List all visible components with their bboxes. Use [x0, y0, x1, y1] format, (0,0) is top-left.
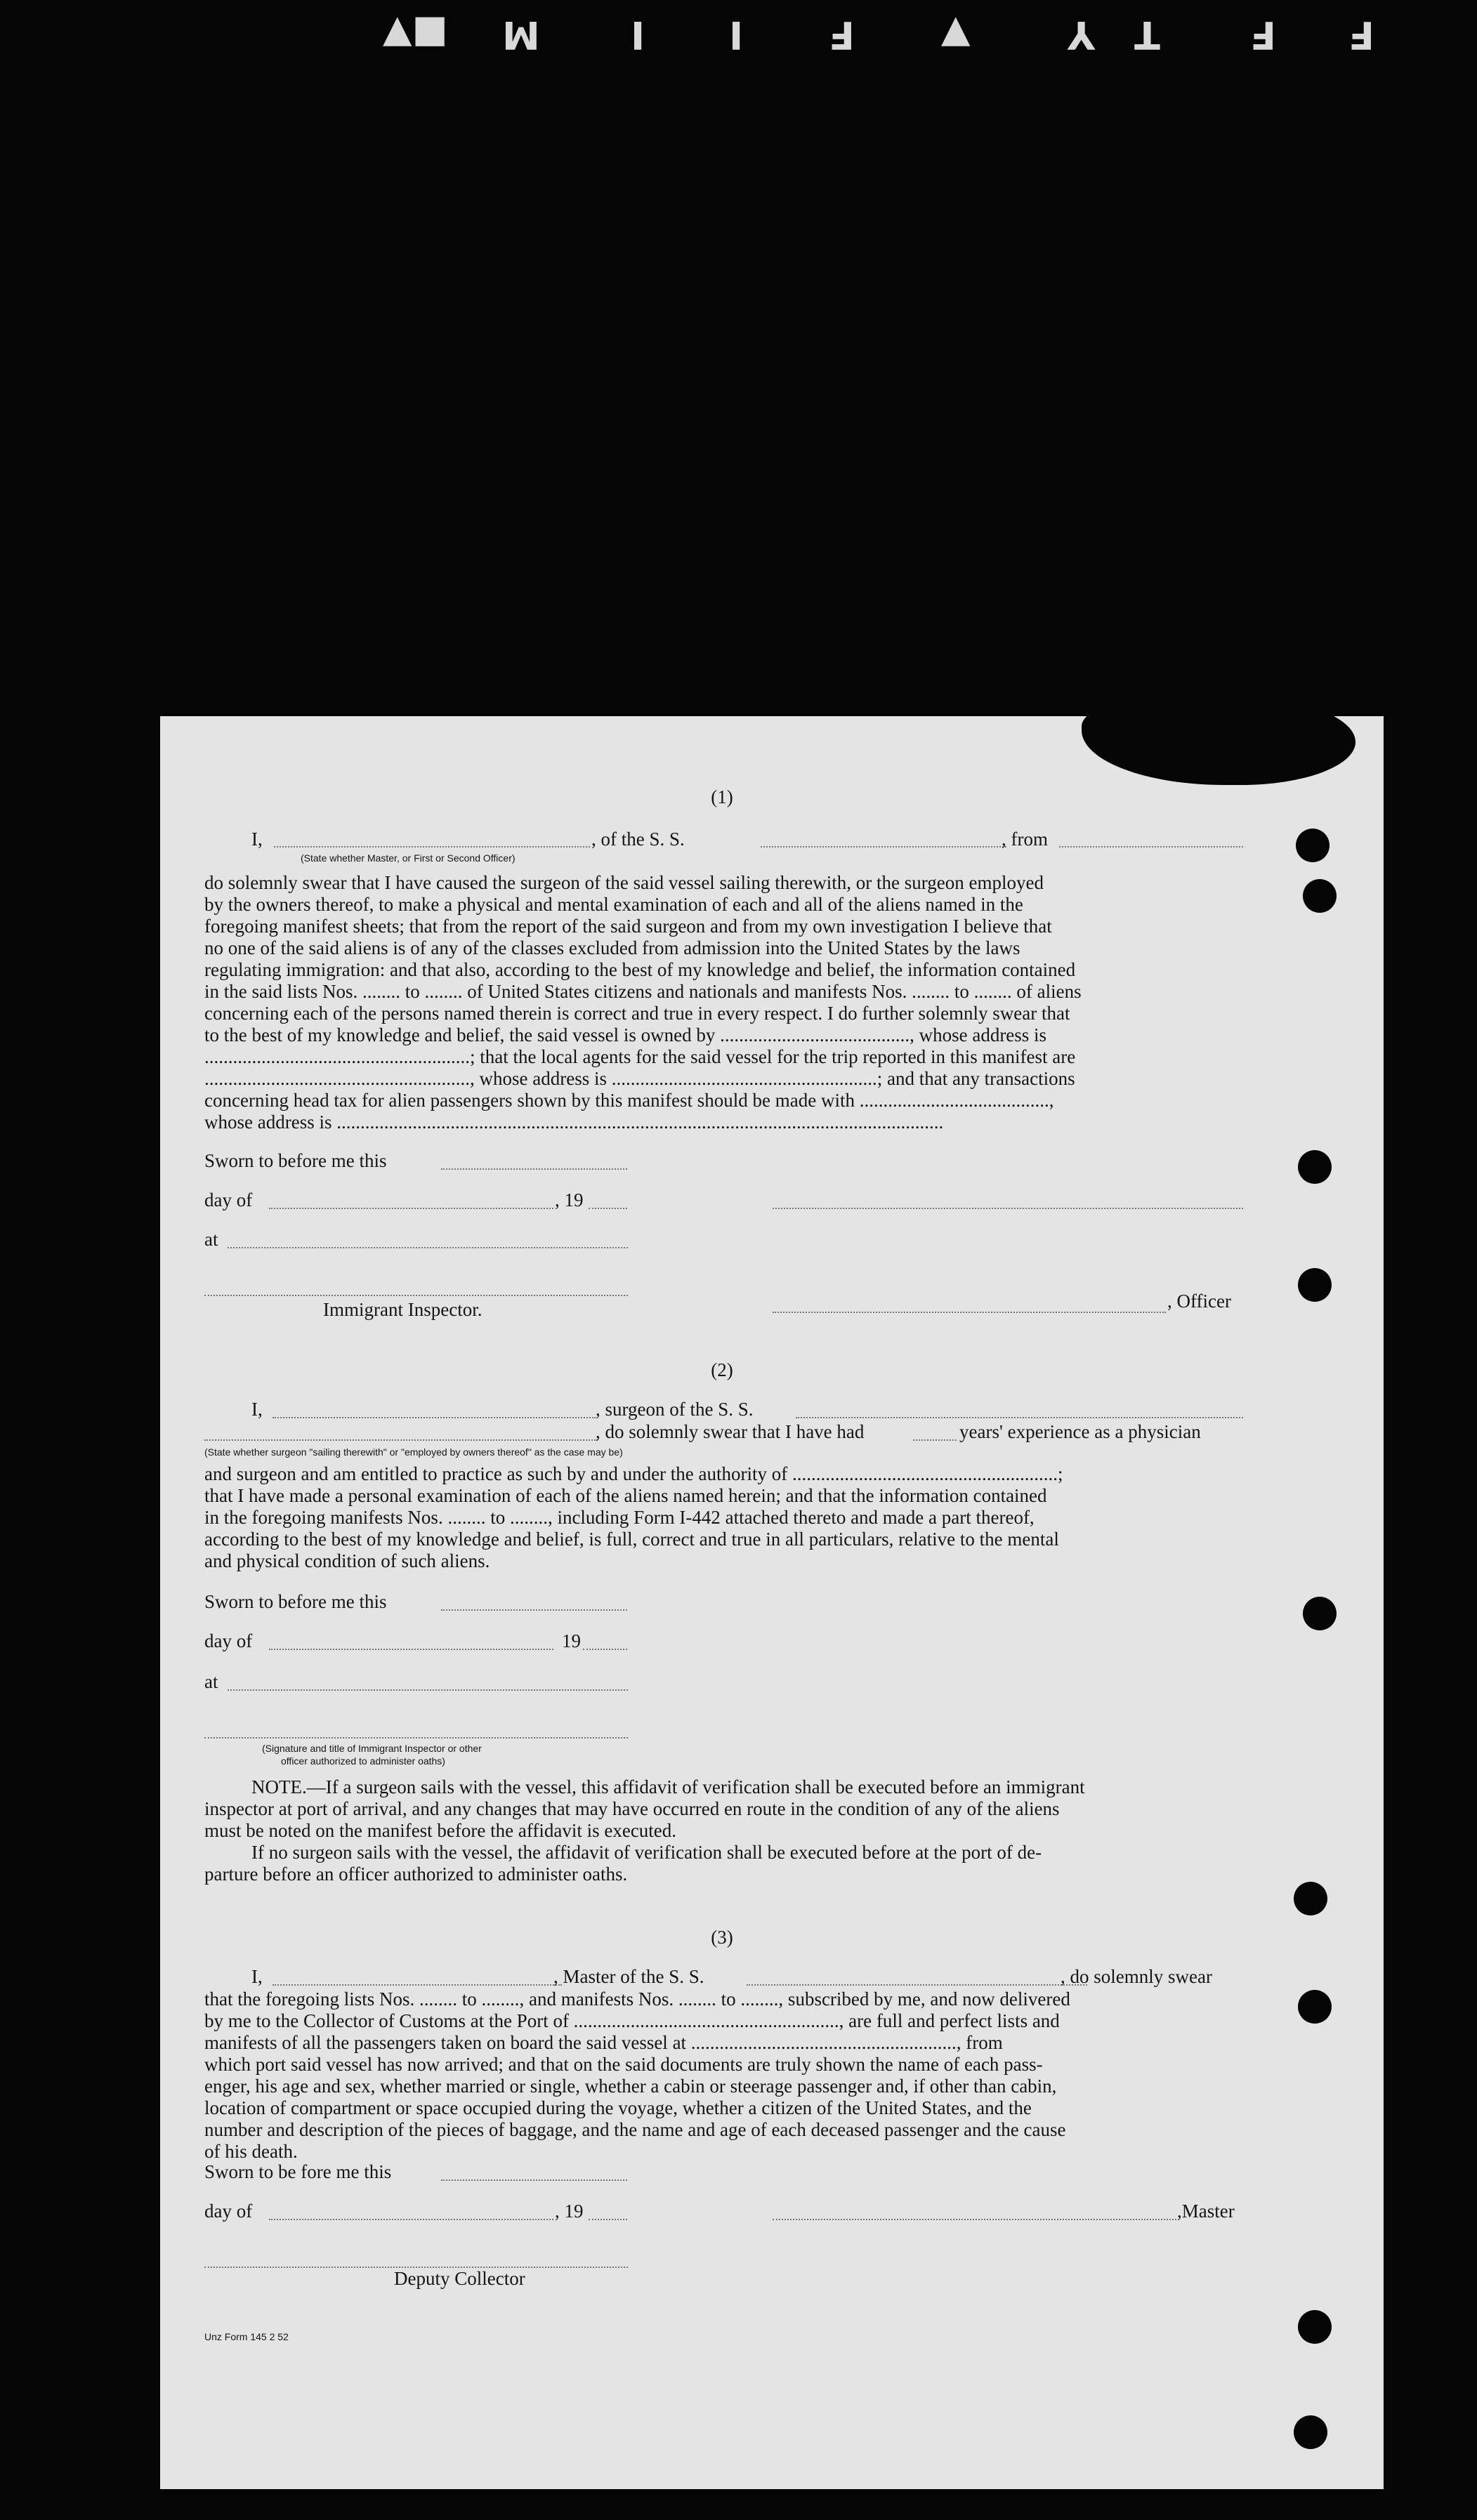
- immigrant-inspector-label: Immigrant Inspector.: [323, 1299, 483, 1320]
- surgeon-name-blank[interactable]: [273, 1417, 596, 1418]
- month-blank[interactable]: [269, 2219, 553, 2220]
- body-line: manifests of all the passengers taken on board the said vessel at ........................................................, from: [204, 2032, 1003, 2053]
- from-port-blank[interactable]: [1059, 846, 1243, 847]
- body-line: whose address is ................................................................................................................................: [204, 1111, 944, 1133]
- officer-note: (State whether Master, or First or Second Officer): [301, 852, 516, 864]
- sworn-label: Sworn to be fore me this: [204, 2161, 392, 2182]
- day-of-label: day of: [204, 2201, 253, 2222]
- body-line: ........................................................, whose address is ........................................................; and that any transactions: [204, 1068, 1075, 1089]
- film-header-strip: [0, 0, 1477, 91]
- note-paragraph: [204, 1776, 1242, 1885]
- surgeon-vessel-blank[interactable]: [796, 1417, 1243, 1418]
- film-glyph: I: [729, 13, 744, 57]
- officer-signature-blank[interactable]: [773, 1208, 1243, 1209]
- solemnly-swear-label: , do solemnly swear: [1061, 1966, 1212, 1987]
- body-line: and physical condition of such aliens.: [204, 1550, 490, 1571]
- year-label: , 19: [555, 1189, 584, 1210]
- officer-name-blank[interactable]: [274, 846, 590, 847]
- body-line: ........................................................; that the local agents for the said vessel for the trip reported in this manifest are: [204, 1046, 1076, 1067]
- body-line: that the foregoing lists Nos. ........ to ........, and manifests Nos. ........ to ........, subscribed by me, and now delivered: [204, 1988, 1070, 2010]
- body-line: of his death.: [204, 2141, 298, 2162]
- punch-hole: [1298, 1268, 1332, 1302]
- punch-hole: [1296, 829, 1330, 862]
- body-line: concerning head tax for alien passengers shown by this manifest should be made with ........................................,: [204, 1090, 1054, 1111]
- year-blank[interactable]: [583, 1649, 627, 1650]
- body-line: by the owners thereof, to make a physical and mental examination of each and all of the aliens named in the: [204, 894, 1023, 915]
- body-line: regulating immigration: and that also, according to the best of my knowledge and belief, the information contained: [204, 959, 1076, 980]
- body-line: enger, his age and sex, whether married or single, whether a cabin or steerage passenger and, if other than cabin,: [204, 2076, 1057, 2097]
- sworn-day-blank[interactable]: [441, 2179, 627, 2181]
- punch-hole: [1298, 2310, 1332, 2344]
- note-line: NOTE.—If a surgeon sails with the vessel, this affidavit of verification shall be executed before an immigrant: [251, 1776, 1085, 1797]
- punch-hole: [1303, 1597, 1337, 1630]
- sworn-label: Sworn to before me this: [204, 1591, 387, 1612]
- surgeon-of-ss-label: , surgeon of the S. S.: [596, 1399, 754, 1420]
- section-1-ss-label: , of the S. S.: [591, 829, 685, 850]
- sworn-label: Sworn to before me this: [204, 1150, 387, 1171]
- surgeon-oath-text: , do solemnly swear that I have had: [596, 1421, 865, 1442]
- signature-note: officer authorized to administer oaths): [281, 1755, 445, 1767]
- body-line: location of compartment or space occupied during the voyage, whether a citizen of the United States, and the: [204, 2097, 1032, 2118]
- surgeon-status-blank[interactable]: [204, 1439, 598, 1441]
- film-glyph: F: [1250, 13, 1276, 57]
- film-glyph: F: [1348, 13, 1374, 57]
- film-glyph: M: [502, 13, 540, 57]
- note-line: parture before an officer authorized to administer oaths.: [204, 1863, 628, 1885]
- body-line: do solemnly swear that I have caused the surgeon of the said vessel sailing therewith, or the surgeon employed: [204, 872, 1044, 893]
- form-code: Unz Form 145 2 52: [204, 2331, 289, 2342]
- at-place-blank[interactable]: [228, 1247, 628, 1248]
- year-blank[interactable]: [589, 1208, 627, 1209]
- master-vessel-blank[interactable]: [747, 1984, 1087, 1986]
- years-experience-text: years' experience as a physician: [959, 1421, 1201, 1442]
- body-line: to the best of my knowledge and belief, the said vessel is owned by ........................................, whose address is: [204, 1024, 1047, 1045]
- at-label: at: [204, 1671, 218, 1692]
- officer-label: , Officer: [1167, 1291, 1231, 1312]
- deputy-collector-label: Deputy Collector: [394, 2268, 525, 2289]
- film-glyph: I: [631, 13, 645, 57]
- section-3-i: I,: [251, 1966, 263, 1987]
- body-line: that I have made a personal examination of each of the aliens named herein; and that the information contained: [204, 1485, 1047, 1506]
- film-glyph: ■▼: [383, 13, 448, 57]
- section-2-i: I,: [251, 1399, 263, 1420]
- section-2-body: [204, 1463, 1242, 1572]
- film-glyph: ▼: [941, 13, 971, 57]
- sworn-day-blank[interactable]: [441, 1168, 627, 1170]
- note-line: must be noted on the manifest before the affidavit is executed.: [204, 1820, 677, 1841]
- year-blank[interactable]: [589, 2219, 627, 2220]
- master-of-ss-label: , Master of the S. S.: [553, 1966, 704, 1987]
- section-3-number: (3): [711, 1927, 733, 1948]
- vessel-name-blank[interactable]: [761, 846, 1006, 847]
- body-line: number and description of the pieces of baggage, and the name and age of each deceased passenger and the cause: [204, 2119, 1066, 2140]
- section-1-i: I,: [251, 829, 263, 850]
- section-1-from-label: , from: [1002, 829, 1048, 850]
- at-place-blank[interactable]: [228, 1689, 628, 1691]
- master-label: ,Master: [1177, 2201, 1235, 2222]
- body-line: foregoing manifest sheets; that from the report of the said surgeon and from my own investigation I believe that: [204, 916, 1052, 937]
- body-line: in the foregoing manifests Nos. ........ to ........, including Form I-442 attached thereto and made a part thereof,: [204, 1507, 1035, 1528]
- inspector-signature-blank[interactable]: [204, 1737, 628, 1739]
- body-line: no one of the said aliens is of any of the classes excluded from admission into the United States by the laws: [204, 937, 1020, 958]
- master-signature-blank[interactable]: [773, 2219, 1176, 2220]
- master-name-blank[interactable]: [273, 1984, 562, 1986]
- body-line: by me to the Collector of Customs at the Port of ........................................................, are full and perfect lists and: [204, 2010, 1060, 2031]
- day-of-label: day of: [204, 1630, 253, 1651]
- punch-hole: [1294, 1882, 1327, 1915]
- punch-hole: [1294, 2415, 1327, 2449]
- punch-hole: [1298, 725, 1332, 758]
- inspector-signature-blank[interactable]: [204, 1295, 628, 1296]
- body-line: concerning each of the persons named therein is correct and true in every respect. I do further solemnly swear that: [204, 1003, 1070, 1024]
- years-blank[interactable]: [913, 1439, 957, 1441]
- body-line: according to the best of my knowledge and belief, is full, correct and true in all particulars, relative to the mental: [204, 1529, 1059, 1550]
- section-2-number: (2): [711, 1359, 733, 1380]
- section-3-body: [204, 1988, 1242, 2163]
- section-1-body: [204, 872, 1242, 1133]
- surgeon-note: (State whether surgeon "sailing therewith" or "employed by owners thereof" as the case may be): [204, 1446, 623, 1458]
- film-glyph: T: [1134, 13, 1160, 57]
- sworn-day-blank[interactable]: [441, 1609, 627, 1611]
- body-line: and surgeon and am entitled to practice as such by and under the authority of ........................................................;: [204, 1463, 1063, 1484]
- note-line: inspector at port of arrival, and any changes that may have occurred en route in the condition of any of the aliens: [204, 1798, 1060, 1819]
- manifest-affidavit-page: [160, 716, 1384, 2489]
- body-line: in the said lists Nos. ........ to ........ of United States citizens and nationals and manifests Nos. ........ to ........ of aliens: [204, 981, 1082, 1002]
- month-blank[interactable]: [269, 1649, 553, 1650]
- film-glyph: Y: [1068, 13, 1096, 57]
- month-blank[interactable]: [269, 1208, 553, 1209]
- punch-hole: [1303, 879, 1337, 913]
- year-label: 19: [562, 1630, 581, 1651]
- punch-hole: [1298, 1990, 1332, 2024]
- film-glyph: F: [829, 13, 855, 57]
- signature-note: (Signature and title of Immigrant Inspector or other: [262, 1743, 482, 1754]
- body-line: which port said vessel has now arrived; and that on the said documents are truly shown the name of each pass-: [204, 2054, 1043, 2075]
- year-label: , 19: [555, 2201, 584, 2222]
- punch-hole: [1298, 1150, 1332, 1184]
- officer-title-blank[interactable]: [773, 1312, 1166, 1313]
- at-label: at: [204, 1229, 218, 1250]
- section-1-number: (1): [711, 786, 733, 807]
- day-of-label: day of: [204, 1189, 253, 1210]
- note-line: If no surgeon sails with the vessel, the affidavit of verification shall be executed before at the port of de-: [251, 1842, 1042, 1863]
